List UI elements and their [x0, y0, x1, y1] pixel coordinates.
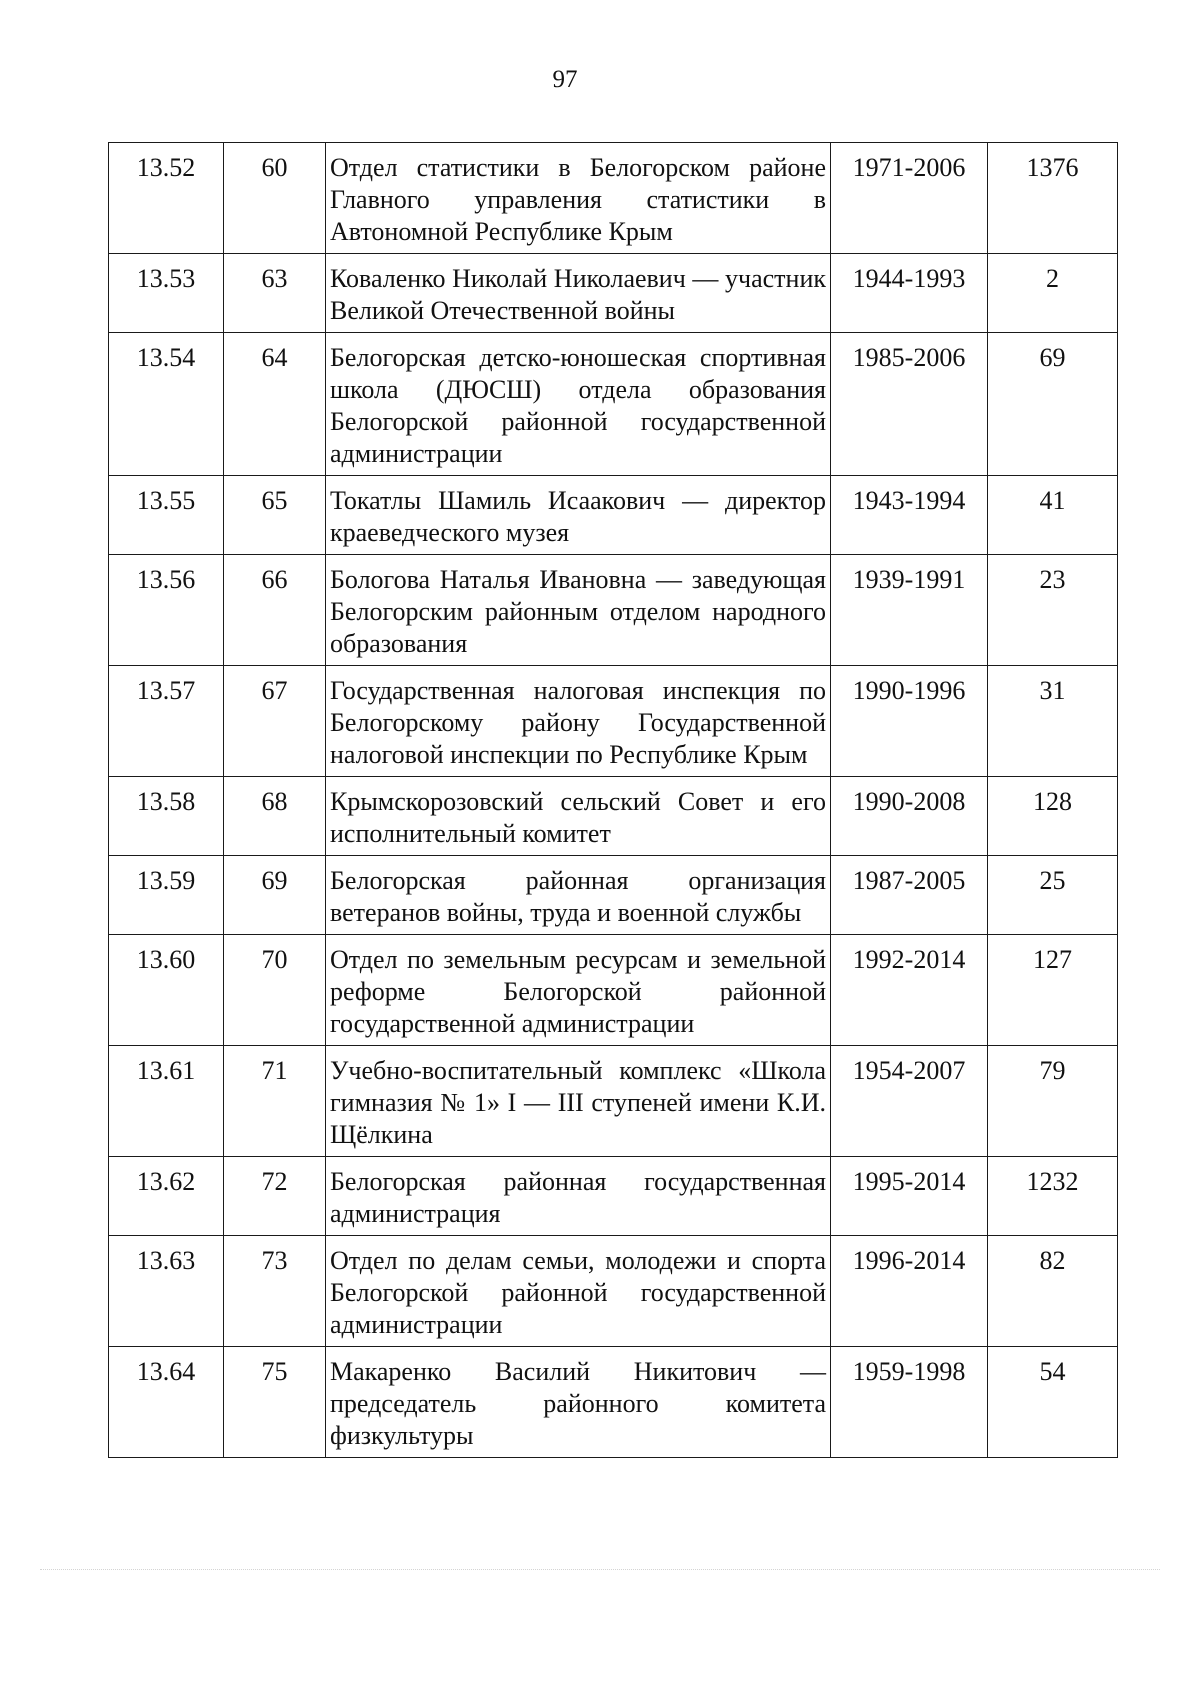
fund-name-cell: Отдел по делам семьи, молодежи и спорта Белогорской районной государственной администрации — [326, 1236, 831, 1347]
row-number-cell: 13.61 — [109, 1046, 224, 1157]
fund-number-cell: 72 — [224, 1157, 326, 1236]
scan-artifact-line — [40, 1569, 1160, 1570]
item-count-cell: 1376 — [988, 143, 1118, 254]
date-range-cell: 1995-2014 — [831, 1157, 988, 1236]
date-range-cell: 1985-2006 — [831, 333, 988, 476]
fund-name-cell: Макаренко Василий Никитович — председатель районного комитета физкультуры — [326, 1347, 831, 1458]
table-row — [109, 777, 1118, 856]
fund-number-cell: 68 — [224, 777, 326, 856]
item-count-cell: 31 — [988, 666, 1118, 777]
table-row — [109, 666, 1118, 777]
fund-name-cell: Белогорская детско-юношеская спортивная школа (ДЮСШ) отдела образования Белогорской районной государственной администрации — [326, 333, 831, 476]
row-number-cell: 13.59 — [109, 856, 224, 935]
fund-name-cell: Учебно-воспитательный комплекс «Школа гимназия № 1» I — III ступеней имени К.И. Щёлкина — [326, 1046, 831, 1157]
fund-number-cell: 66 — [224, 555, 326, 666]
fund-number-cell: 73 — [224, 1236, 326, 1347]
row-number-cell: 13.54 — [109, 333, 224, 476]
fund-name-cell: Отдел статистики в Белогорском районе Главного управления статистики в Автономной Республике Крым — [326, 143, 831, 254]
item-count-cell: 127 — [988, 935, 1118, 1046]
date-range-cell: 1971-2006 — [831, 143, 988, 254]
table-row — [109, 856, 1118, 935]
item-count-cell: 82 — [988, 1236, 1118, 1347]
item-count-cell: 23 — [988, 555, 1118, 666]
fund-number-cell: 69 — [224, 856, 326, 935]
table-row — [109, 254, 1118, 333]
row-number-cell: 13.63 — [109, 1236, 224, 1347]
row-number-cell: 13.58 — [109, 777, 224, 856]
fund-number-cell: 67 — [224, 666, 326, 777]
row-number-cell: 13.57 — [109, 666, 224, 777]
fund-number-cell: 65 — [224, 476, 326, 555]
table-row — [109, 1046, 1118, 1157]
date-range-cell: 1939-1991 — [831, 555, 988, 666]
fund-name-cell: Бологова Наталья Ивановна — заведующая Белогорским районным отделом народного образования — [326, 555, 831, 666]
fund-number-cell: 75 — [224, 1347, 326, 1458]
date-range-cell: 1959-1998 — [831, 1347, 988, 1458]
fund-number-cell: 60 — [224, 143, 326, 254]
item-count-cell: 69 — [988, 333, 1118, 476]
row-number-cell: 13.64 — [109, 1347, 224, 1458]
item-count-cell: 54 — [988, 1347, 1118, 1458]
fund-number-cell: 71 — [224, 1046, 326, 1157]
date-range-cell: 1996-2014 — [831, 1236, 988, 1347]
date-range-cell: 1943-1994 — [831, 476, 988, 555]
row-number-cell: 13.53 — [109, 254, 224, 333]
date-range-cell: 1944-1993 — [831, 254, 988, 333]
table-row — [109, 333, 1118, 476]
fund-name-cell: Белогорская районная государственная администрация — [326, 1157, 831, 1236]
fund-number-cell: 63 — [224, 254, 326, 333]
table-row — [109, 143, 1118, 254]
fund-name-cell: Отдел по земельным ресурсам и земельной реформе Белогорской районной государственной администрации — [326, 935, 831, 1046]
page-number: 97 — [552, 66, 578, 93]
row-number-cell: 13.52 — [109, 143, 224, 254]
item-count-cell: 25 — [988, 856, 1118, 935]
item-count-cell: 79 — [988, 1046, 1118, 1157]
table-row — [109, 1347, 1118, 1458]
item-count-cell: 41 — [988, 476, 1118, 555]
date-range-cell: 1954-2007 — [831, 1046, 988, 1157]
table-row — [109, 1236, 1118, 1347]
table-row — [109, 1157, 1118, 1236]
item-count-cell: 2 — [988, 254, 1118, 333]
fund-number-cell: 64 — [224, 333, 326, 476]
date-range-cell: 1992-2014 — [831, 935, 988, 1046]
table-row — [109, 935, 1118, 1046]
item-count-cell: 1232 — [988, 1157, 1118, 1236]
fund-registry-table — [108, 142, 1118, 1458]
fund-name-cell: Белогорская районная организация ветеранов войны, труда и военной службы — [326, 856, 831, 935]
table-row — [109, 555, 1118, 666]
row-number-cell: 13.56 — [109, 555, 224, 666]
row-number-cell: 13.55 — [109, 476, 224, 555]
fund-name-cell: Государственная налоговая инспекция по Белогорскому району Государственной налоговой инспекции по Республике Крым — [326, 666, 831, 777]
fund-name-cell: Токатлы Шамиль Исаакович — директор краеведческого музея — [326, 476, 831, 555]
date-range-cell: 1990-2008 — [831, 777, 988, 856]
date-range-cell: 1990-1996 — [831, 666, 988, 777]
item-count-cell: 128 — [988, 777, 1118, 856]
table-row — [109, 476, 1118, 555]
date-range-cell: 1987-2005 — [831, 856, 988, 935]
row-number-cell: 13.60 — [109, 935, 224, 1046]
fund-number-cell: 70 — [224, 935, 326, 1046]
fund-name-cell: Крымскорозовский сельский Совет и его исполнительный комитет — [326, 777, 831, 856]
fund-name-cell: Коваленко Николай Николаевич — участник Великой Отечественной войны — [326, 254, 831, 333]
row-number-cell: 13.62 — [109, 1157, 224, 1236]
